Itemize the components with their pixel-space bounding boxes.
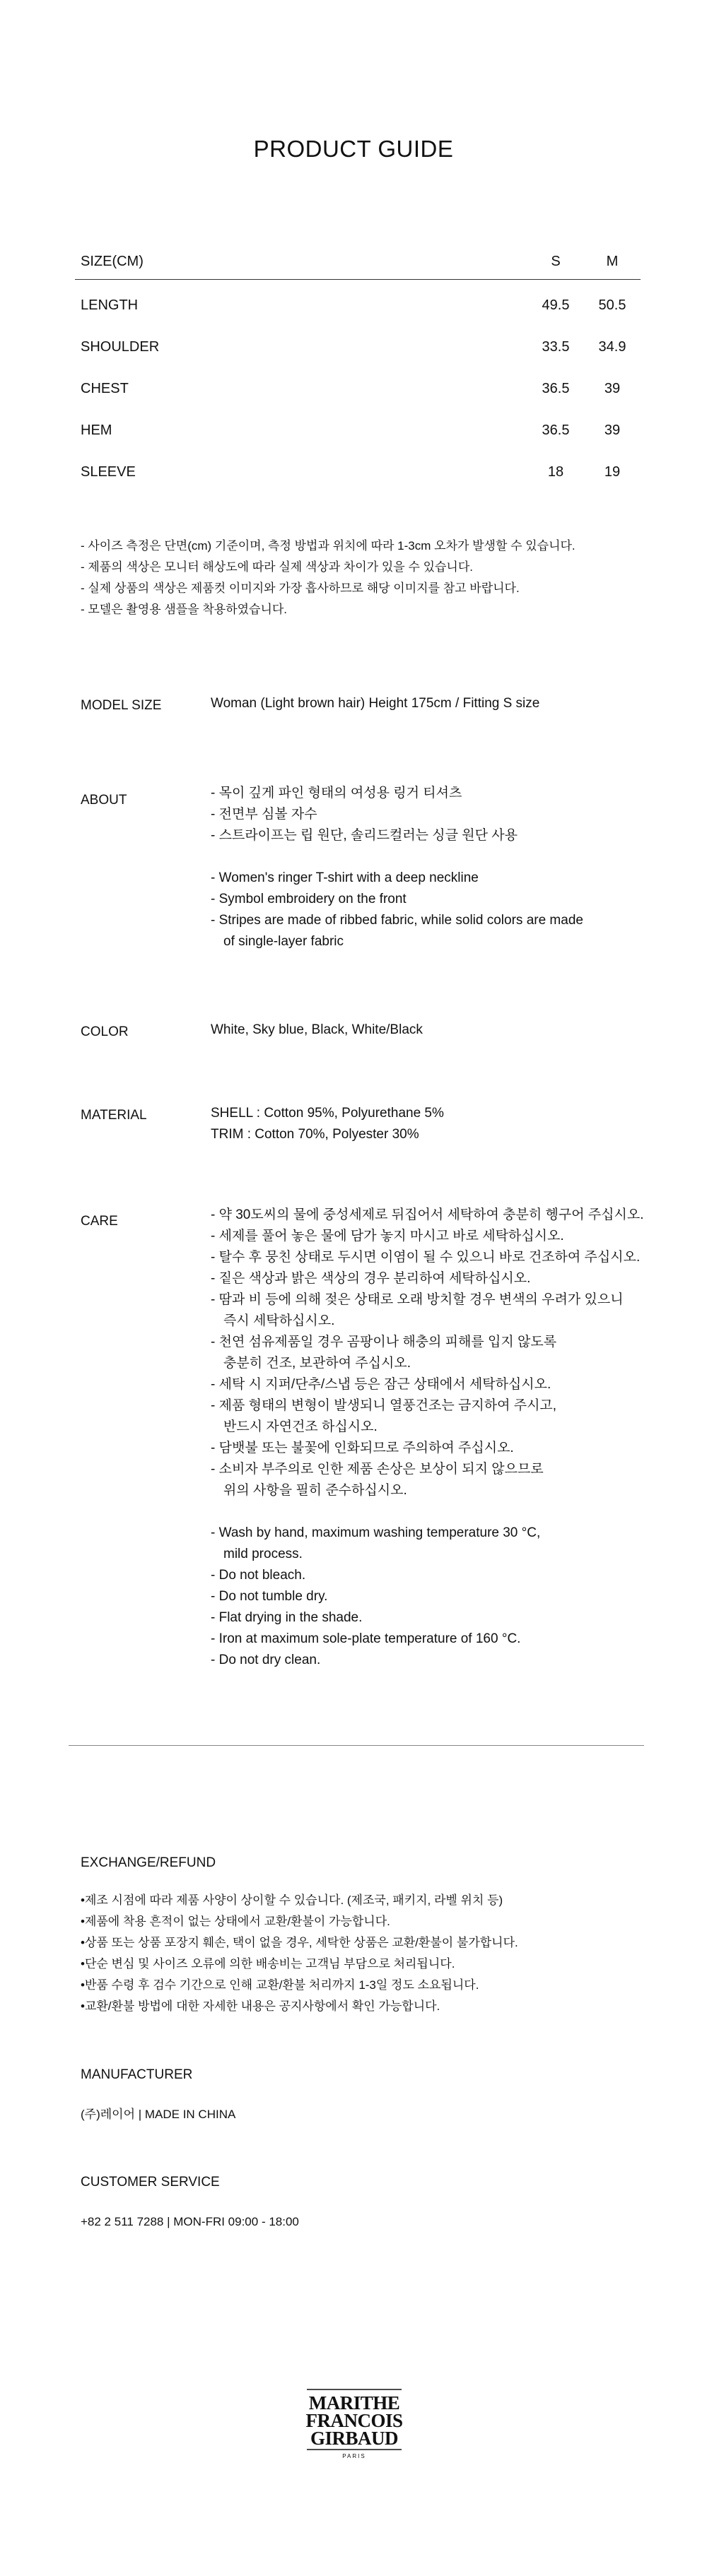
- about-line-ko: - 전면부 심볼 자수: [211, 807, 317, 822]
- brand-logo-line1: MARITHE: [308, 2392, 400, 2413]
- care-line-en: - Wash by hand, maximum washing temperature 30 °C,: [211, 1525, 541, 1540]
- about-body: [211, 783, 583, 952]
- care-line-ko: 반드시 자연건조 하십시오.: [223, 1419, 378, 1434]
- exchange-body: [81, 1890, 518, 2017]
- page-title: PRODUCT GUIDE: [253, 136, 454, 162]
- size-row: [75, 285, 641, 326]
- care-line-ko: - 제품 형태의 변형이 발생되니 열풍건조는 금지하여 주시고,: [211, 1398, 557, 1413]
- section-divider: [69, 1745, 644, 1746]
- size-header-s: S: [551, 253, 561, 269]
- note-line: - 사이즈 측정은 단면(cm) 기준이며, 측정 방법과 위치에 따라 1-3cm 오차가 발생할 수 있습니다.: [81, 539, 575, 553]
- care-line-en: - Flat drying in the shade.: [211, 1610, 363, 1625]
- size-row: [75, 410, 641, 451]
- brand-logo-line2: FRANCOIS: [305, 2410, 403, 2431]
- care-line-en: - Iron at maximum sole-plate temperature of 160 °C.: [211, 1631, 521, 1646]
- size-row: [75, 326, 641, 368]
- care-line-ko: - 담뱃불 또는 불꽃에 인화되므로 주의하여 주십시오.: [211, 1441, 514, 1455]
- exchange-line: •제조 시점에 따라 제품 사양이 상이할 수 있습니다. (제조국, 패키지, 라벨 위치 등): [81, 1893, 503, 1907]
- material-shell: SHELL : Cotton 95%, Polyurethane 5%: [211, 1106, 444, 1121]
- size-row-label: CHEST: [81, 381, 129, 396]
- size-row-s: 36.5: [542, 423, 570, 438]
- size-table: [75, 244, 641, 493]
- care-line-en: mild process.: [223, 1547, 303, 1561]
- care-line-ko: 충분히 건조, 보관하여 주십시오.: [223, 1356, 411, 1371]
- about-line-en: - Symbol embroidery on the front: [211, 892, 407, 906]
- size-row-m: 39: [604, 381, 621, 396]
- size-notes: [81, 536, 575, 620]
- size-row: [75, 368, 641, 410]
- size-row-label: SHOULDER: [81, 339, 160, 355]
- size-row-m: 34.9: [598, 339, 626, 355]
- brand-logo: [305, 2387, 404, 2460]
- size-row-label: SLEEVE: [81, 464, 136, 480]
- size-row-m: 50.5: [598, 297, 626, 313]
- care-body: [211, 1205, 644, 1671]
- size-row-s: 18: [547, 464, 564, 480]
- care-line-ko: - 탈수 후 뭉친 상태로 두시면 이염이 될 수 있으니 바로 건조하여 주십시오.: [211, 1250, 641, 1265]
- care-line-ko: - 천연 섬유제품일 경우 곰팡이나 해충의 피해를 입지 않도록: [211, 1335, 557, 1349]
- about-line-en: - Women's ringer T-shirt with a deep neckline: [211, 870, 479, 885]
- color-label: COLOR: [81, 1024, 129, 1039]
- care-line-ko: - 세제를 풀어 놓은 물에 담가 놓지 마시고 바로 세탁하십시오.: [211, 1229, 564, 1243]
- exchange-line: •상품 또는 상품 포장지 훼손, 택이 없을 경우, 세탁한 상품은 교환/환불이 불가합니다.: [81, 1936, 518, 1949]
- customer-service-value: +82 2 511 7288 | MON-FRI 09:00 - 18:00: [81, 2215, 299, 2228]
- about-label: ABOUT: [81, 793, 127, 808]
- color-value: White, Sky blue, Black, White/Black: [211, 1022, 423, 1037]
- about-line-en: of single-layer fabric: [223, 934, 344, 949]
- material-label: MATERIAL: [81, 1108, 147, 1123]
- size-table-header: [75, 244, 641, 280]
- brand-logo-line4: PARIS: [342, 2453, 366, 2459]
- exchange-heading: EXCHANGE/REFUND: [81, 1855, 216, 1870]
- size-row-label: LENGTH: [81, 297, 139, 313]
- size-row-label: HEM: [81, 423, 112, 438]
- material-body: [211, 1103, 444, 1145]
- about-line-ko: - 스트라이프는 립 원단, 솔리드컬러는 싱글 원단 사용: [211, 828, 518, 843]
- care-line-ko: - 소비자 부주의로 인한 제품 손상은 보상이 되지 않으므로: [211, 1462, 544, 1477]
- model-size-value: Woman (Light brown hair) Height 175cm / Fitting S size: [211, 696, 540, 711]
- about-line-ko: - 목이 깊게 파인 형태의 여성용 링거 티셔츠: [211, 786, 462, 800]
- care-line-ko: - 땀과 비 등에 의해 젖은 상태로 오래 방치할 경우 변색의 우려가 있으니: [211, 1292, 624, 1307]
- model-size-label: MODEL SIZE: [81, 698, 162, 713]
- care-line-ko: 즉시 세탁하십시오.: [223, 1313, 335, 1328]
- material-trim: TRIM : Cotton 70%, Polyester 30%: [211, 1127, 419, 1142]
- brand-logo-line3: GIRBAUD: [310, 2428, 399, 2449]
- note-line: - 모델은 촬영용 샘플을 착용하였습니다.: [81, 603, 288, 616]
- exchange-line: •반품 수령 후 검수 기간으로 인해 교환/환불 처리까지 1-3일 정도 소요됩니다.: [81, 1978, 479, 1992]
- manufacturer-heading: MANUFACTURER: [81, 2067, 193, 2082]
- care-line-ko: - 짙은 색상과 밝은 색상의 경우 분리하여 세탁하십시오.: [211, 1271, 531, 1286]
- care-line-ko: - 약 30도씨의 물에 중성세제로 뒤집어서 세탁하여 충분히 헹구어 주십시오.: [211, 1207, 644, 1222]
- care-line-en: - Do not tumble dry.: [211, 1589, 328, 1604]
- care-label: CARE: [81, 1214, 118, 1229]
- exchange-line: •교환/환불 방법에 대한 자세한 내용은 공지사항에서 확인 가능합니다.: [81, 1999, 440, 2013]
- size-header-label: SIZE(CM): [81, 253, 144, 269]
- care-line-ko: - 세탁 시 지퍼/단추/스냅 등은 잠근 상태에서 세탁하십시오.: [211, 1377, 551, 1392]
- care-line-en: - Do not bleach.: [211, 1568, 306, 1583]
- note-line: - 실제 상품의 색상은 제품컷 이미지와 가장 흡사하므로 해당 이미지를 참고 바랍니다.: [81, 581, 520, 595]
- size-row: [75, 451, 641, 493]
- note-line: - 제품의 색상은 모니터 해상도에 따라 실제 색상과 차이가 있을 수 있습니다.: [81, 560, 473, 574]
- manufacturer-value: (주)레이어 | MADE IN CHINA: [81, 2108, 236, 2121]
- size-row-s: 36.5: [542, 381, 570, 396]
- size-row-m: 19: [604, 464, 621, 480]
- size-header-m: M: [606, 253, 619, 269]
- exchange-line: •제품에 착용 흔적이 없는 상태에서 교환/환불이 가능합니다.: [81, 1915, 390, 1928]
- about-line-en: - Stripes are made of ribbed fabric, while solid colors are made: [211, 913, 583, 928]
- size-row-s: 33.5: [542, 339, 570, 355]
- size-row-m: 39: [604, 423, 621, 438]
- care-line-en: - Do not dry clean.: [211, 1653, 321, 1667]
- customer-service-heading: CUSTOMER SERVICE: [81, 2175, 220, 2190]
- size-row-s: 49.5: [542, 297, 570, 313]
- exchange-line: •단순 변심 및 사이즈 오류에 의한 배송비는 고객님 부담으로 처리됩니다.: [81, 1957, 455, 1971]
- care-line-ko: 위의 사항을 필히 준수하십시오.: [223, 1483, 407, 1498]
